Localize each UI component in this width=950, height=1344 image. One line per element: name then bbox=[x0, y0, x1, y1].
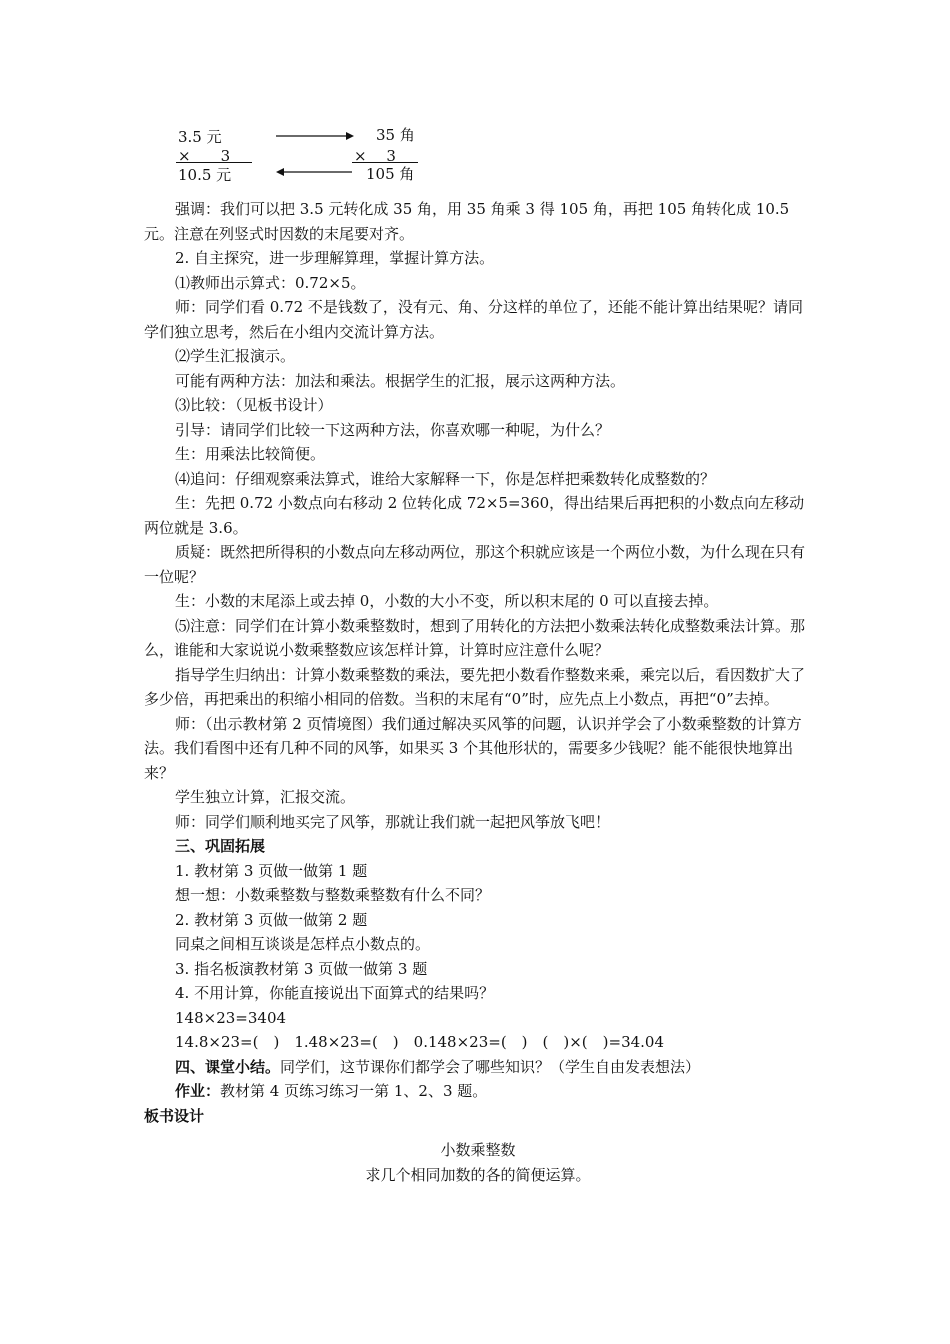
paragraph: 2. 自主探究，进一步理解算理，掌握计算方法。 bbox=[175, 249, 495, 267]
calc-right-result: 105 角 bbox=[366, 165, 415, 183]
board-heading: 小数乘整数 bbox=[440, 1141, 516, 1159]
board-design-title: 板书设计 bbox=[144, 1106, 205, 1125]
calc-right-multiplier: × 3 bbox=[354, 147, 396, 165]
paragraph: 质疑：既然把所得积的小数点向左移动两位，那这个积就应该是一个两位小数，为什么现在只有一位呢？ bbox=[144, 543, 806, 586]
calc-left-multiplier: × 3 bbox=[178, 147, 231, 165]
conversion-arrows bbox=[274, 126, 354, 178]
exercise-item: 4. 不用计算，你能直接说出下面算式的结果吗？ bbox=[175, 984, 495, 1002]
section-3-title: 三、巩固拓展 bbox=[175, 837, 266, 855]
paragraph: 学生独立计算，汇报交流。 bbox=[175, 788, 356, 806]
paragraph: ⑷追问：仔细观察乘法算式，谁给大家解释一下，你是怎样把乘数转化成整数的？ bbox=[175, 469, 716, 488]
exercise-item: 想一想：小数乘整数与整数乘整数有什么不同？ bbox=[175, 886, 491, 904]
conversion-calculation bbox=[170, 118, 460, 188]
exercise-item: 1. 教材第 3 页做一做第 1 题 bbox=[175, 861, 368, 880]
exercise-item: 3. 指名板演教材第 3 页做一做第 3 题 bbox=[175, 959, 428, 978]
paragraph: 生：小数的末尾添上或去掉 0，小数的大小不变，所以积末尾的 0 可以直接去掉。 bbox=[175, 592, 719, 610]
lesson-body bbox=[144, 197, 812, 1187]
paragraph: 生：用乘法比较简便。 bbox=[175, 445, 326, 463]
paragraph: 引导：请同学们比较一下这两种方法，你喜欢哪一种呢，为什么？ bbox=[175, 420, 611, 439]
paragraph: 师：（出示教材第 2 页情境图）我们通过解决买风筝的问题，认识并学会了小数乘整数的计算方法。我们看图中还有几种不同的风筝，如果买 3 个其他形状的，需要多少钱呢？能不能很快地算出来？ bbox=[144, 714, 802, 782]
calc-left-rule bbox=[176, 162, 252, 163]
arrow-left-head bbox=[276, 168, 284, 176]
calc-left-result: 10.5 元 bbox=[178, 166, 232, 184]
section-4 bbox=[144, 1055, 812, 1080]
calc-left-top: 3.5 元 bbox=[178, 128, 222, 146]
exercise-item: 2. 教材第 3 页做一做第 2 题 bbox=[175, 910, 368, 929]
section-4-title: 四、课堂小结。 bbox=[175, 1057, 281, 1076]
paragraph: 指导学生归纳出：计算小数乘整数的乘法，要先把小数看作整数来乘，乘完以后，看因数扩大了多少倍，再把乘出的积缩小相同的倍数。当积的末尾有“0”时，应先点上小数点，再把“0”去掉。 bbox=[144, 665, 806, 708]
paragraph: ⑴教师出示算式：0.72×5。 bbox=[175, 273, 366, 292]
homework-text: 教材第 4 页练习练习一第 1、2、3 题。 bbox=[220, 1082, 488, 1100]
exercise-item: 同桌之间相互谈谈是怎样点小数点的。 bbox=[175, 935, 431, 953]
homework bbox=[144, 1079, 812, 1104]
paragraph: ⑶比较：（见板书设计） bbox=[175, 396, 333, 414]
paragraph: 生：先把 0.72 小数点向右移动 2 位转化成 72×5=360，得出结果后再把积的小数点向左移动两位就是 3.6。 bbox=[144, 494, 805, 537]
arrow-right-head bbox=[346, 132, 354, 140]
section-4-text: 同学们，这节课你们都学会了哪些知识？（学生自由发表想法） bbox=[280, 1057, 701, 1076]
paragraph: 师：同学们看 0.72 不是钱数了，没有元、角、分这样的单位了，还能不能计算出结果呢？请同学们独立思考，然后在小组内交流计算方法。 bbox=[144, 298, 803, 341]
paragraph: 可能有两种方法：加法和乘法。根据学生的汇报，展示这两种方法。 bbox=[175, 371, 626, 390]
board-subheading: 求几个相同加数的各的简便运算。 bbox=[365, 1165, 591, 1184]
calc-right-top: 35 角 bbox=[376, 126, 415, 144]
homework-label: 作业： bbox=[175, 1082, 221, 1100]
exercise-equations-blank: 14.8×23=( ) 1.48×23=( ) 0.148×23=( ) ( )×( )=34.04 bbox=[175, 1033, 665, 1051]
paragraph: ⑵学生汇报演示。 bbox=[175, 347, 296, 365]
paragraph: 强调：我们可以把 3.5 元转化成 35 角，用 35 角乘 3 得 105 角，再把 105 角转化成 10.5 元。注意在列竖式时因数的末尾要对齐。 bbox=[144, 200, 790, 243]
paragraph: ⑸注意：同学们在计算小数乘整数时，想到了用转化的方法把小数乘法转化成整数乘法计算。那么，谁能和大家说说小数乘整数应该怎样计算，计算时应注意什么呢？ bbox=[144, 616, 806, 659]
exercise-equation: 148×23=3404 bbox=[175, 1008, 287, 1027]
paragraph: 师：同学们顺利地买完了风筝，那就让我们就一起把风筝放飞吧！ bbox=[175, 812, 611, 831]
